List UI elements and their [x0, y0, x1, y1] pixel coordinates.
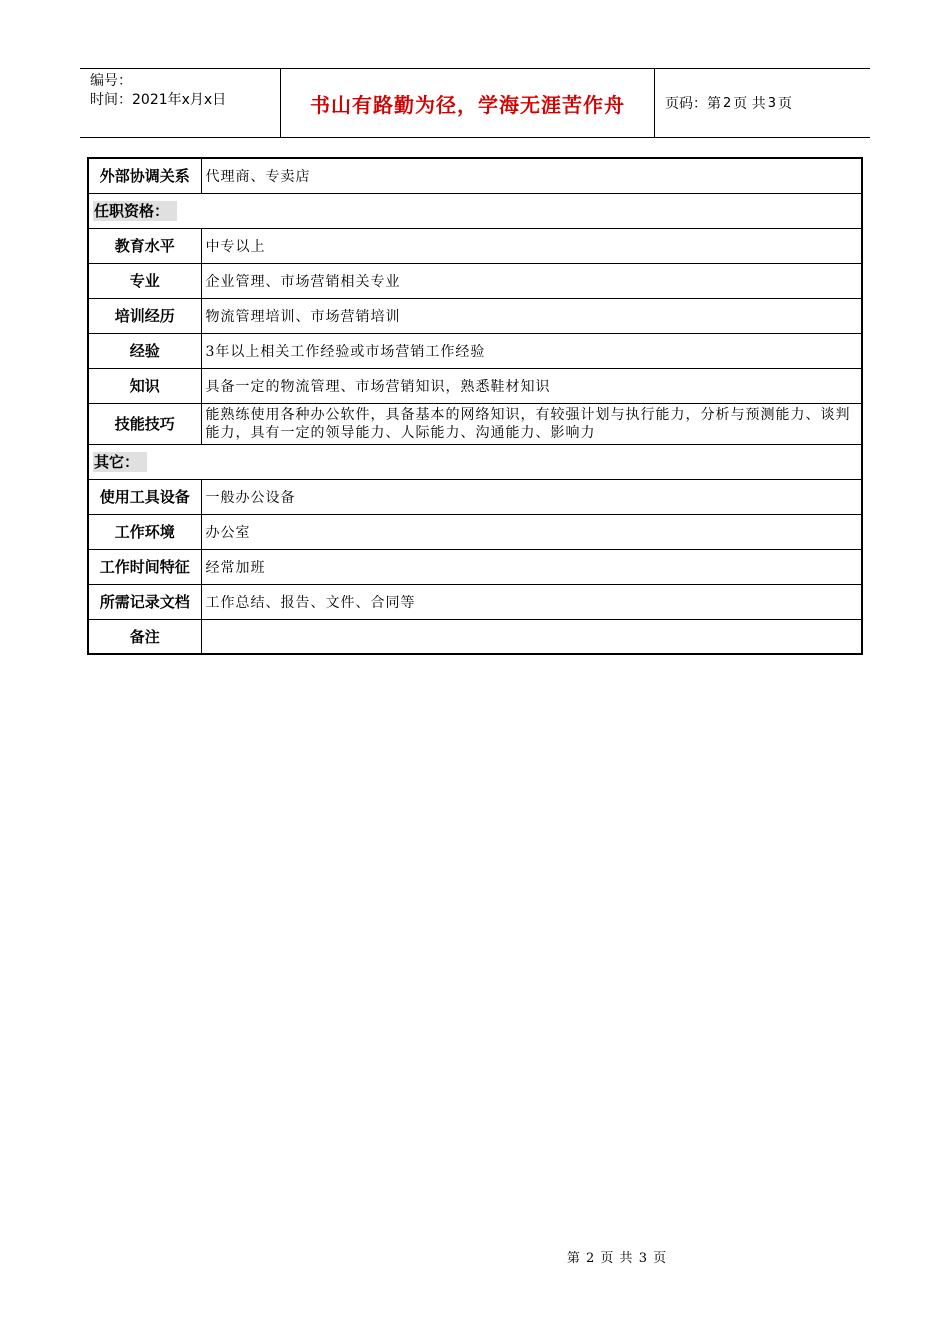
page-mid: 页 共 [733, 96, 766, 112]
table-row [88, 403, 862, 444]
table-row [88, 158, 862, 193]
row-label: 知识 [88, 368, 201, 403]
table-row [88, 584, 862, 619]
section-title: 其它： [93, 452, 147, 472]
table-row [88, 619, 862, 654]
header-page-number [655, 69, 870, 137]
row-value: 工作总结、报告、文件、合同等 [201, 584, 862, 619]
row-value: 一般办公设备 [201, 479, 862, 514]
row-label: 所需记录文档 [88, 584, 201, 619]
section-qualification [88, 193, 862, 228]
table-row [88, 263, 862, 298]
section-row [88, 444, 862, 479]
table-row [88, 298, 862, 333]
section-other [88, 444, 862, 479]
row-value: 办公室 [201, 514, 862, 549]
row-label: 工作时间特征 [88, 549, 201, 584]
row-label: 备注 [88, 619, 201, 654]
header-meta [80, 69, 281, 137]
row-label: 培训经历 [88, 298, 201, 333]
section-row [88, 193, 862, 228]
table-row [88, 479, 862, 514]
row-label: 工作环境 [88, 514, 201, 549]
table-row [88, 549, 862, 584]
row-value: 中专以上 [201, 228, 862, 263]
table-row [88, 333, 862, 368]
row-value [201, 619, 862, 654]
row-label: 外部协调关系 [88, 158, 201, 193]
row-value: 代理商、专卖店 [201, 158, 862, 193]
row-label: 经验 [88, 333, 201, 368]
table-row [88, 228, 862, 263]
page-header [80, 68, 870, 138]
row-label: 教育水平 [88, 228, 201, 263]
row-value: 企业管理、市场营销相关专业 [201, 263, 862, 298]
page-total: 3 [767, 95, 777, 111]
row-value: 物流管理培训、市场营销培训 [201, 298, 862, 333]
page-footer: 第 2 页 共 3 页 [566, 1251, 668, 1266]
page-current: 2 [723, 95, 732, 111]
row-value: 经常加班 [201, 549, 862, 584]
row-value: 3年以上相关工作经验或市场营销工作经验 [201, 333, 862, 368]
job-description-table [87, 157, 863, 655]
number-label: 编号： [90, 73, 132, 89]
row-label: 使用工具设备 [88, 479, 201, 514]
row-label: 技能技巧 [88, 403, 201, 444]
row-value: 具备一定的物流管理、市场营销知识，熟悉鞋材知识 [201, 368, 862, 403]
page-prefix: 页码：第 [665, 96, 721, 112]
header-motto: 书山有路勤为径，学海无涯苦作舟 [281, 69, 655, 137]
row-value: 能熟练使用各种办公软件，具备基本的网络知识，有较强计划与执行能力，分析与预测能力、谈判能力，具有一定的领导能力、人际能力、沟通能力、影响力 [201, 403, 862, 444]
table-row [88, 514, 862, 549]
section-title: 任职资格： [93, 201, 177, 221]
time-label: 时间：2021年x月x日 [90, 92, 227, 108]
row-label: 专业 [88, 263, 201, 298]
page-suffix: 页 [778, 96, 793, 112]
table-row [88, 368, 862, 403]
